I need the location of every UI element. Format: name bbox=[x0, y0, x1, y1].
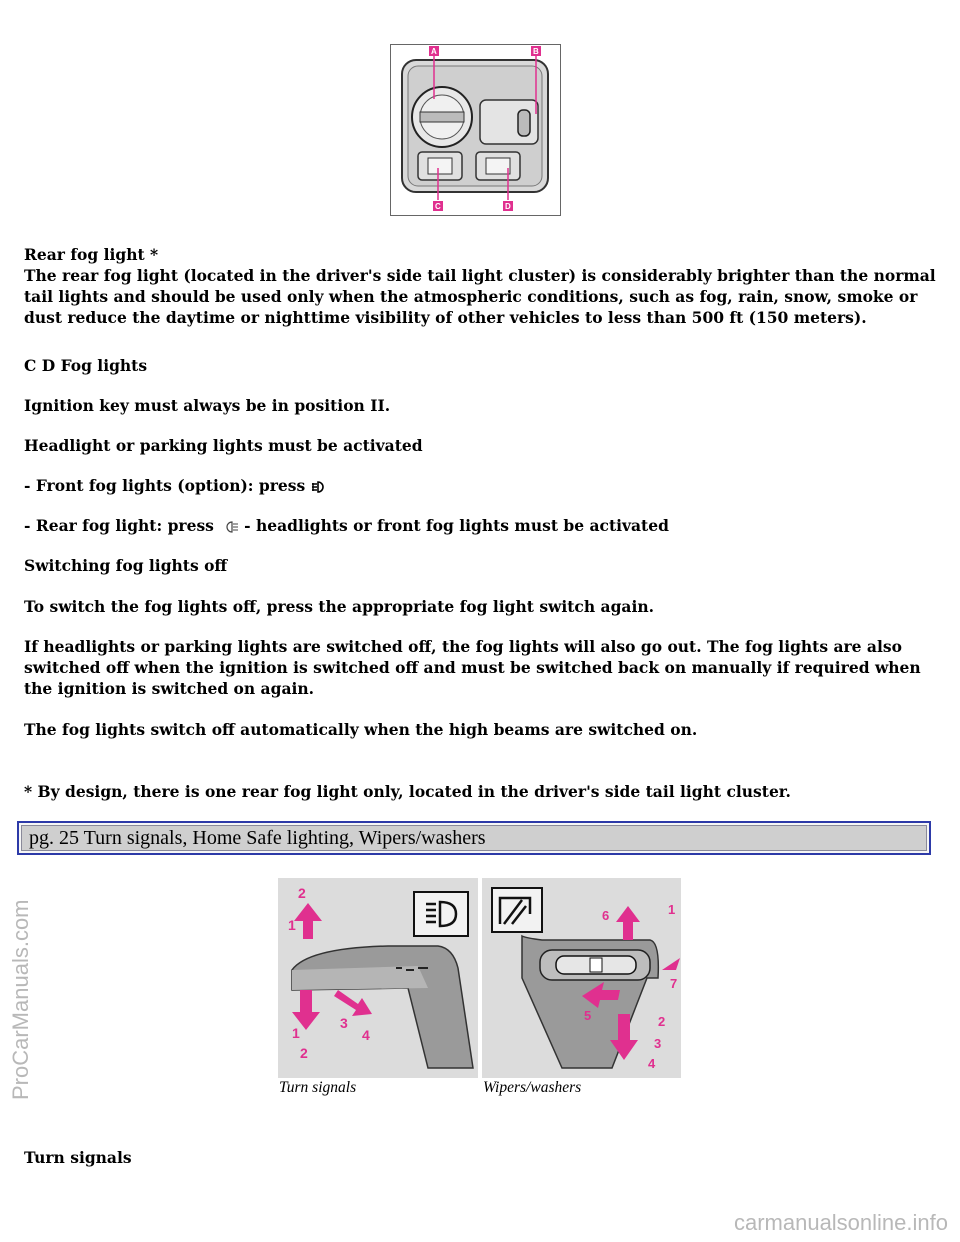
caption-turn-signals: Turn signals bbox=[279, 1079, 357, 1096]
cd-fog-lights-heading: C D Fog lights bbox=[24, 356, 148, 375]
turn-signals-figure bbox=[278, 878, 478, 1078]
watermark-left: ProCarManuals.com bbox=[8, 899, 33, 1100]
footnote: * By design, there is one rear fog light only, located in the driver's side tail light cluster. bbox=[24, 782, 791, 801]
light-switch-marker: D bbox=[505, 202, 511, 211]
light-switch-marker: A bbox=[431, 47, 437, 56]
section-header-title: pg. 25 Turn signals, Home Safe lighting, Wipers/washers bbox=[29, 827, 486, 849]
turn-signal-marker: 2 bbox=[300, 1045, 308, 1061]
wiper-marker: 6 bbox=[602, 908, 610, 923]
rear-fog-description: The rear fog light (located in the driver's side tail light cluster) is considerably brighter than the normal tail lights and should be used only when the atmospheric conditions, such as fog, rain, snow, smoke or dust reduce the daytime or nighttime visibility of other vehicles to less than 500 ft (150 meters). bbox=[24, 266, 936, 327]
light-switch-figure bbox=[390, 44, 561, 216]
ignition-note: Ignition key must always be in position II. bbox=[24, 396, 391, 415]
watermark-bottom: carmanualsonline.info bbox=[733, 1210, 948, 1235]
turn-signal-marker: 4 bbox=[362, 1027, 370, 1043]
section-header bbox=[17, 821, 931, 855]
wipers-figure bbox=[482, 878, 681, 1078]
wiper-marker: 5 bbox=[584, 1008, 592, 1023]
front-fog-text: - Front fog lights (option): press bbox=[24, 476, 306, 495]
light-switch-marker: B bbox=[533, 47, 539, 56]
rear-fog-icon bbox=[225, 520, 239, 534]
headlights-off-text: If headlights or parking lights are switched off, the fog lights will also go out. The fog lights are also switched off when the ignition is switched off and must be switched back on manually if required when the ignition is switched on again. bbox=[24, 637, 921, 698]
turn-signal-marker: 3 bbox=[340, 1015, 348, 1031]
turn-signals-heading: Turn signals bbox=[24, 1148, 132, 1167]
high-beams-text: The fog lights switch off automatically when the high beams are switched on. bbox=[24, 720, 698, 739]
wiper-marker: 3 bbox=[654, 1036, 662, 1051]
front-fog-instruction bbox=[24, 475, 936, 496]
rear-fog-instruction bbox=[24, 515, 936, 536]
wiper-marker: 1 bbox=[668, 902, 676, 917]
rear-fog-heading: Rear fog light * bbox=[24, 245, 159, 264]
light-switch-marker: C bbox=[435, 202, 441, 211]
turn-signal-marker: 2 bbox=[298, 885, 306, 901]
rear-fog-suffix-text: - headlights or front fog lights must be activated bbox=[244, 516, 669, 535]
switch-off-text: To switch the fog lights off, press the appropriate fog light switch again. bbox=[24, 597, 655, 616]
caption-wipers-washers: Wipers/washers bbox=[483, 1079, 582, 1096]
turn-signal-marker: 1 bbox=[288, 917, 296, 933]
wiper-marker: 4 bbox=[648, 1056, 656, 1071]
front-fog-icon bbox=[311, 480, 325, 494]
wiper-marker: 2 bbox=[658, 1014, 666, 1029]
headlight-note: Headlight or parking lights must be activated bbox=[24, 436, 423, 455]
wiper-marker: 7 bbox=[670, 976, 678, 991]
switching-off-heading: Switching fog lights off bbox=[24, 556, 228, 575]
rear-fog-press-text: - Rear fog light: press bbox=[24, 516, 214, 535]
turn-signal-marker: 1 bbox=[292, 1025, 300, 1041]
